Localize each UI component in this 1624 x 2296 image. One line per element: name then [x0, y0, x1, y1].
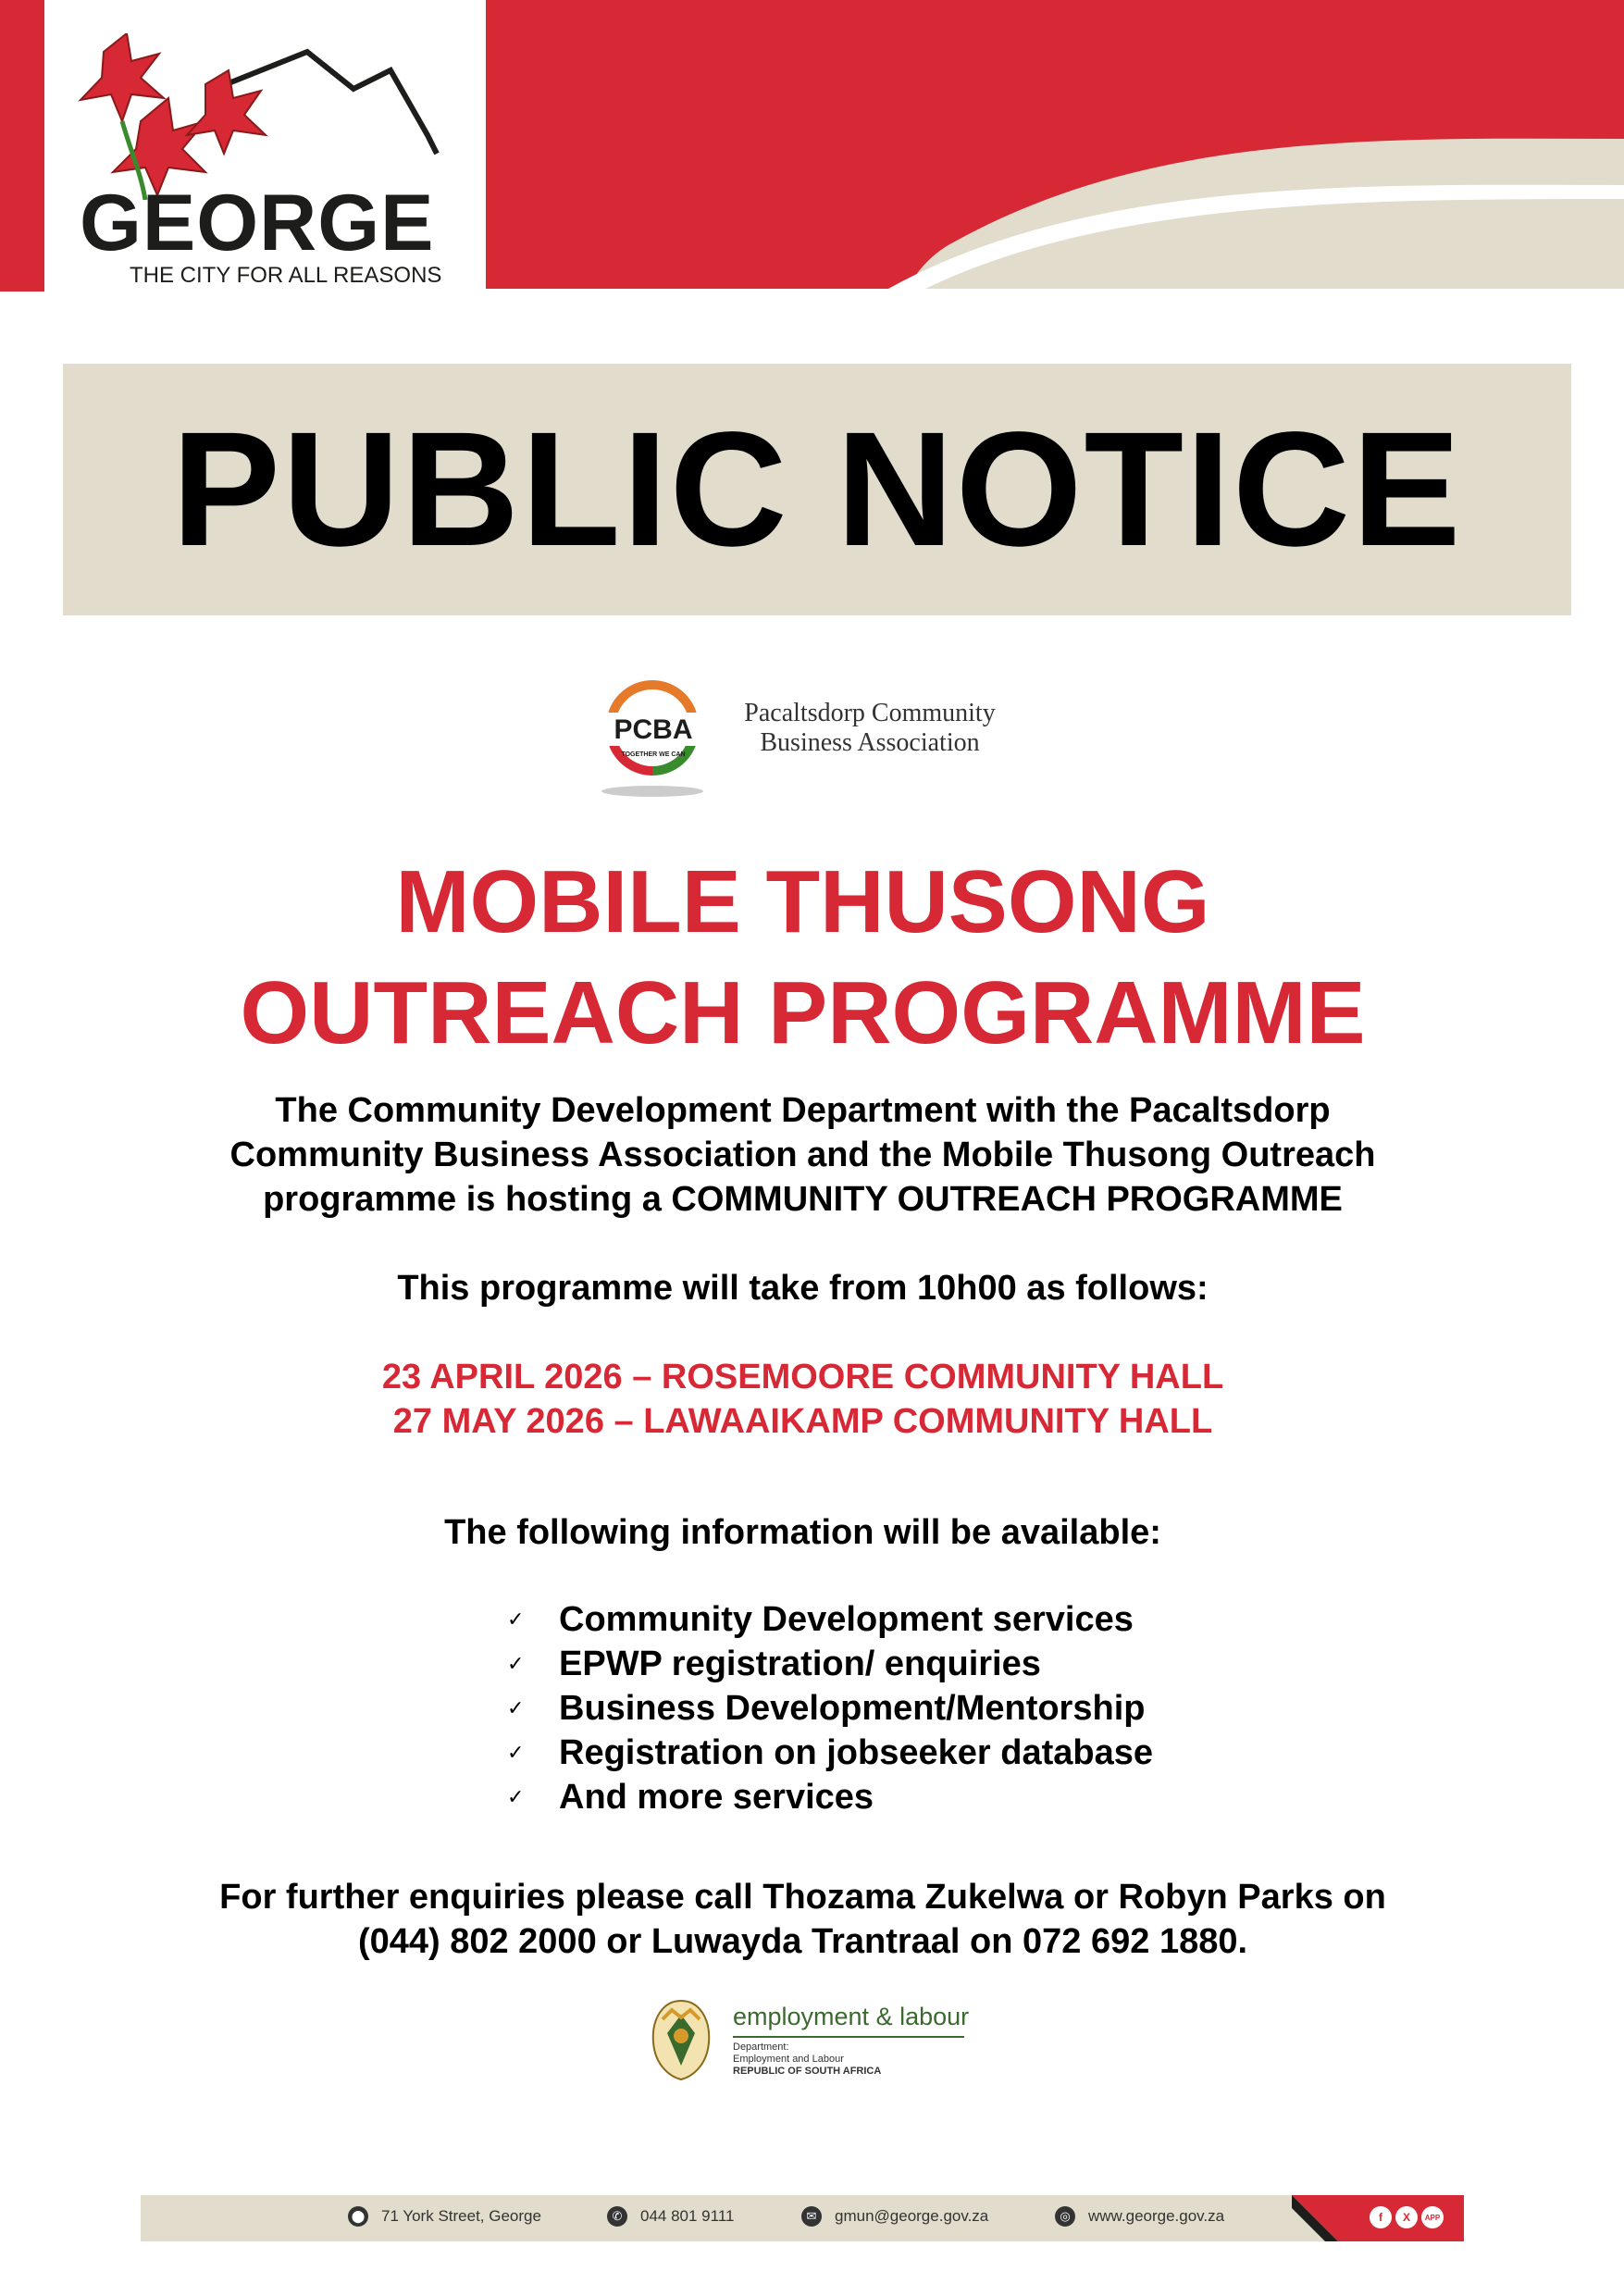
footer-phone [607, 2206, 734, 2227]
checkmark-icon: ✓ [507, 1652, 525, 1675]
flower-mountain-icon [76, 33, 465, 200]
checkmark-icon: ✓ [507, 1607, 525, 1631]
phone-icon: ✆ [607, 2206, 627, 2227]
program-title [0, 847, 1605, 1069]
footer-bar [141, 2195, 1464, 2241]
contact-line1: For further enquiries please call Thozama Zukelwa or Robyn Parks on [219, 1878, 1386, 1917]
list-item [507, 1642, 1153, 1686]
checkmark-icon: ✓ [507, 1785, 525, 1808]
contact-line2: (044) 802 2000 or Luwayda Trantraal on 072 692 1880. [357, 1922, 1248, 1961]
footer-phone-text: 044 801 9111 [640, 2207, 735, 2225]
service-label: Community Development services [559, 1600, 1134, 1639]
list-item [507, 1597, 1153, 1642]
contact-paragraph [0, 1875, 1605, 1964]
program-title-line1: MOBILE THUSONG [395, 852, 1210, 951]
footer-address [348, 2206, 541, 2227]
footer-email [801, 2206, 988, 2227]
public-notice-banner [63, 364, 1571, 615]
footer-address-text: 71 York Street, George [381, 2207, 541, 2225]
labour-sub2: Employment and Labour [733, 2054, 844, 2065]
pcba-name [731, 699, 1009, 758]
footer-website-text: www.george.gov.za [1088, 2207, 1225, 2225]
intro-line2: Community Business Association and the Mobile Thusong Outreach [229, 1136, 1376, 1174]
labour-underline [733, 2036, 964, 2038]
list-item [507, 1731, 1153, 1775]
page-title: PUBLIC NOTICE [171, 399, 1463, 580]
intro-line3: programme is hosting a COMMUNITY OUTREACH PROGRAMME [263, 1180, 1343, 1219]
labour-logo [644, 1992, 977, 2084]
service-label: And more services [559, 1778, 874, 1817]
labour-sub3: REPUBLIC OF SOUTH AFRICA [733, 2066, 882, 2077]
labour-sub1: Department: [733, 2042, 789, 2053]
footer-website [1055, 2206, 1224, 2227]
pcba-name-line2: Business Association [760, 728, 980, 758]
program-title-line2: OUTREACH PROGRAMME [240, 963, 1366, 1062]
labour-title: employment & labour [733, 2003, 970, 2030]
facebook-icon[interactable]: f [1370, 2206, 1392, 2228]
globe-icon: ◎ [1055, 2206, 1075, 2227]
schedule-item: 23 APRIL 2026 – ROSEMOORE COMMUNITY HALL [381, 1358, 1224, 1396]
pcba-logo [583, 662, 1018, 800]
location-pin-icon: ⬤ [348, 2206, 368, 2227]
schedule-list [0, 1355, 1605, 1444]
intro-line1: The Community Development Department with the Pacaltsdorp [275, 1091, 1331, 1130]
service-label: Business Development/Mentorship [559, 1689, 1146, 1728]
pcba-abbr: PCBA [614, 714, 693, 745]
social-links [1370, 2206, 1444, 2228]
logo-word: GEORGE [80, 179, 435, 267]
pcba-name-line1: Pacaltsdorp Community [744, 699, 996, 727]
service-label: EPWP registration/ enquiries [559, 1644, 1041, 1683]
service-label: Registration on jobseeker database [559, 1733, 1153, 1772]
footer-email-text: gmun@george.gov.za [835, 2207, 989, 2225]
list-item [507, 1686, 1153, 1731]
app-icon[interactable]: APP [1421, 2206, 1444, 2228]
mail-icon: ✉ [801, 2206, 822, 2227]
george-logo [76, 33, 465, 292]
pcba-abbr-tagline: TOGETHER WE CAN [621, 751, 686, 758]
schedule-item: 27 MAY 2026 – LAWAAIKAMP COMMUNITY HALL [392, 1402, 1213, 1441]
list-item [507, 1775, 1153, 1819]
left-red-strip [0, 0, 44, 292]
schedule-intro: This programme will take from 10h00 as follows: [397, 1269, 1209, 1308]
services-intro: The following information will be available: [444, 1513, 1161, 1552]
coat-of-arms-icon [644, 1992, 718, 2084]
services-list [507, 1597, 1153, 1819]
checkmark-icon: ✓ [507, 1741, 525, 1764]
intro-paragraph [0, 1088, 1605, 1222]
logo-tagline: THE CITY FOR ALL REASONS [130, 263, 442, 288]
pcba-emblem-icon [583, 662, 722, 800]
checkmark-icon: ✓ [507, 1696, 525, 1719]
x-icon[interactable]: X [1395, 2206, 1418, 2228]
